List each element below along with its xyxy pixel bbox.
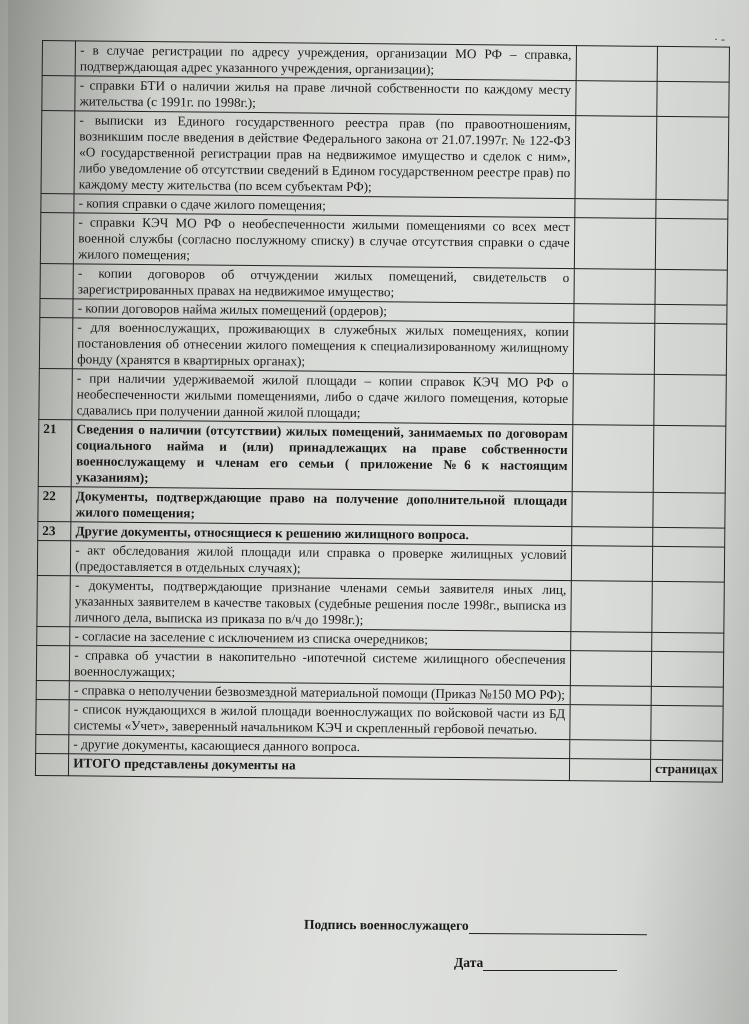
row-number: 23	[38, 521, 71, 540]
signature-blank[interactable]	[469, 919, 647, 935]
pages-cell[interactable]	[652, 632, 724, 652]
row-number	[37, 540, 71, 575]
document-item-row	[41, 111, 729, 201]
section-title: Сведения о наличии (отсутствии) жилых помещений, занимаемых по договорам социального найма и (или) принадлежащих на праве собственности военнослужащему и членам его семьи ( приложение №6 к настоящим указаниям);	[71, 420, 572, 492]
mark-cell[interactable]	[574, 218, 656, 270]
signature-line	[304, 917, 647, 935]
row-number	[40, 298, 73, 317]
pages-cell[interactable]	[654, 374, 726, 426]
document-item-text: - справки КЭЧ МО РФ о необеспеченности жилыми помещениями со всех мест военной службы (согласно послужному списку) в случае отсутствия справки о сдаче жилого помещения;	[74, 213, 575, 269]
row-number	[39, 317, 73, 368]
mark-cell[interactable]	[572, 425, 654, 493]
mark-cell[interactable]	[574, 269, 656, 305]
mark-cell[interactable]	[572, 374, 654, 426]
row-number	[41, 111, 75, 194]
mark-cell[interactable]	[571, 546, 653, 582]
date-label: Дата	[454, 955, 484, 970]
document-item-text: - документы, подтверждающие признание членами семьи заявителя иных лиц, указанных заявителем в качестве таковых (судебные решения после 1998г., выписка из личного дела, выписка из приказа по в/ч до 1998г.);	[70, 576, 571, 632]
pages-cell[interactable]	[657, 81, 729, 117]
row-number	[36, 680, 69, 699]
mark-cell[interactable]	[570, 581, 652, 633]
document-item-text: - справки БТИ о наличии жилья на праве личной собственности по каждому месту жительства (с 1991г. по 1998г.);	[75, 76, 576, 116]
row-number	[40, 263, 74, 298]
row-number	[36, 645, 70, 680]
document-item-text: - в случае регистрации по адресу учреждения, организации МО РФ – справка, подтверждающая адрес указанного учреждения, организации);	[75, 41, 576, 81]
document-item-text: - копия справки о сдаче жилого помещения;	[74, 194, 575, 218]
document-item-text: - справка о неполучении безвозмездной материальной помощи (Приказ №150 МО РФ);	[69, 681, 570, 705]
row-number: 21	[38, 419, 72, 486]
pages-cell[interactable]	[651, 651, 723, 687]
document-item-text: - копии договоров найма жилых помещений (ордеров);	[73, 299, 574, 323]
row-number	[37, 626, 70, 645]
row-number	[41, 193, 74, 212]
mark-cell[interactable]	[569, 740, 651, 760]
document-item-row	[39, 317, 726, 375]
pages-cell[interactable]	[653, 425, 726, 493]
row-number	[40, 212, 74, 263]
row-number	[39, 368, 73, 419]
document-item-text: - акт обследования жилой площади или справка о проверке жилищных условий (предоставляется в отдельных случаях);	[71, 541, 572, 581]
document-item-row	[39, 368, 726, 426]
mark-cell[interactable]	[573, 323, 655, 375]
pages-cell[interactable]	[656, 199, 728, 219]
document-item-text: - копии договоров об отчуждении жилых помещений, свидетельств о зарегистрированных правах на недвижимое имущество;	[73, 264, 574, 304]
pages-cell[interactable]	[651, 686, 723, 706]
row-number	[42, 76, 76, 111]
mark-cell[interactable]	[570, 686, 652, 706]
document-item-text: - для военнослужащих, проживающих в служебных жилых помещениях, копии постановления об отнесении жилого помещения к специализированному жилищному фонду (хранятся в квартирных органах);	[73, 318, 574, 374]
mark-cell[interactable]	[569, 705, 651, 741]
mark-cell[interactable]	[574, 199, 656, 219]
pages-cell[interactable]	[653, 527, 725, 547]
mark-cell[interactable]	[576, 46, 658, 82]
document-item-text: - другие документы, касающиеся данного вопроса.	[69, 735, 570, 759]
document-sheet	[8, 0, 749, 1024]
total-label: ИТОГО представлены документы на	[69, 754, 570, 781]
document-item-row	[40, 212, 727, 270]
mark-cell[interactable]	[570, 651, 652, 687]
signature-label: Подпись военнослужащего	[303, 916, 469, 933]
total-num-cell	[35, 753, 68, 775]
date-line	[454, 955, 617, 971]
row-number	[37, 575, 71, 626]
documents-table	[35, 40, 730, 783]
pages-cell[interactable]	[655, 218, 727, 270]
section-row	[38, 419, 726, 493]
pages-cell[interactable]	[656, 116, 729, 200]
pages-cell[interactable]	[651, 740, 723, 760]
row-number	[36, 734, 69, 753]
document-item-text: - при наличии удерживаемой жилой площади – копии справок КЭЧ МО РФ о необеспеченности жилыми помещениями, либо о сдаче жилого помещения, которые сдавались при получении данной жилой площади;	[72, 369, 573, 425]
pages-cell[interactable]	[651, 705, 723, 741]
pages-cell[interactable]	[653, 492, 725, 528]
mark-cell[interactable]	[575, 116, 657, 200]
document-item-text: - выписки из Единого государственного реестра прав (по правоотношениям, возникшим после введения в действие Федерального закона от 21.07.1997г. № 122-ФЗ «О государственной регистрации прав на недвижимое имущество и сделок с ним», либо уведомление об отсутствии сведений в Едином государственном реестре прав) по каждому месту жительства (по всем субъектам РФ);	[74, 111, 575, 199]
mark-cell[interactable]	[573, 304, 655, 324]
corner-marks: · -	[714, 32, 725, 46]
document-item-text: - согласие на заселение с исключением из списка очередников;	[70, 627, 571, 651]
pages-cell[interactable]	[652, 581, 724, 633]
document-item-text: - справка об участии в накопительно -ипотечной системе жилищного обеспечения военнослужащих;	[70, 646, 571, 686]
pages-cell[interactable]	[654, 323, 726, 375]
row-number	[42, 41, 76, 76]
mark-cell[interactable]	[570, 632, 652, 652]
total-pages-label: страницах	[651, 759, 723, 782]
documents-table-body	[36, 41, 730, 761]
mark-cell[interactable]	[571, 527, 653, 547]
section-title: Другие документы, относящиеся к решению жилищного вопроса.	[71, 522, 572, 546]
document-item-row	[37, 575, 724, 633]
section-title: Документы, подтверждающие право на получение дополнительной площади жилого помещения;	[71, 487, 572, 527]
pages-cell[interactable]	[652, 546, 724, 582]
document-item-text: - список нуждающихся в жилой площади военнослужащих по войсковой части из БД системы «Учет», заверенный начальником КЭЧ и скрепленный гербовой печатью.	[69, 700, 570, 740]
row-number	[36, 699, 70, 734]
pages-cell[interactable]	[655, 269, 727, 305]
pages-cell[interactable]	[655, 304, 727, 324]
mark-cell[interactable]	[571, 492, 653, 528]
total-count-cell	[569, 759, 651, 782]
pages-cell[interactable]	[657, 46, 729, 82]
date-blank[interactable]	[483, 956, 617, 971]
mark-cell[interactable]	[575, 81, 657, 117]
row-number: 22	[38, 486, 72, 521]
